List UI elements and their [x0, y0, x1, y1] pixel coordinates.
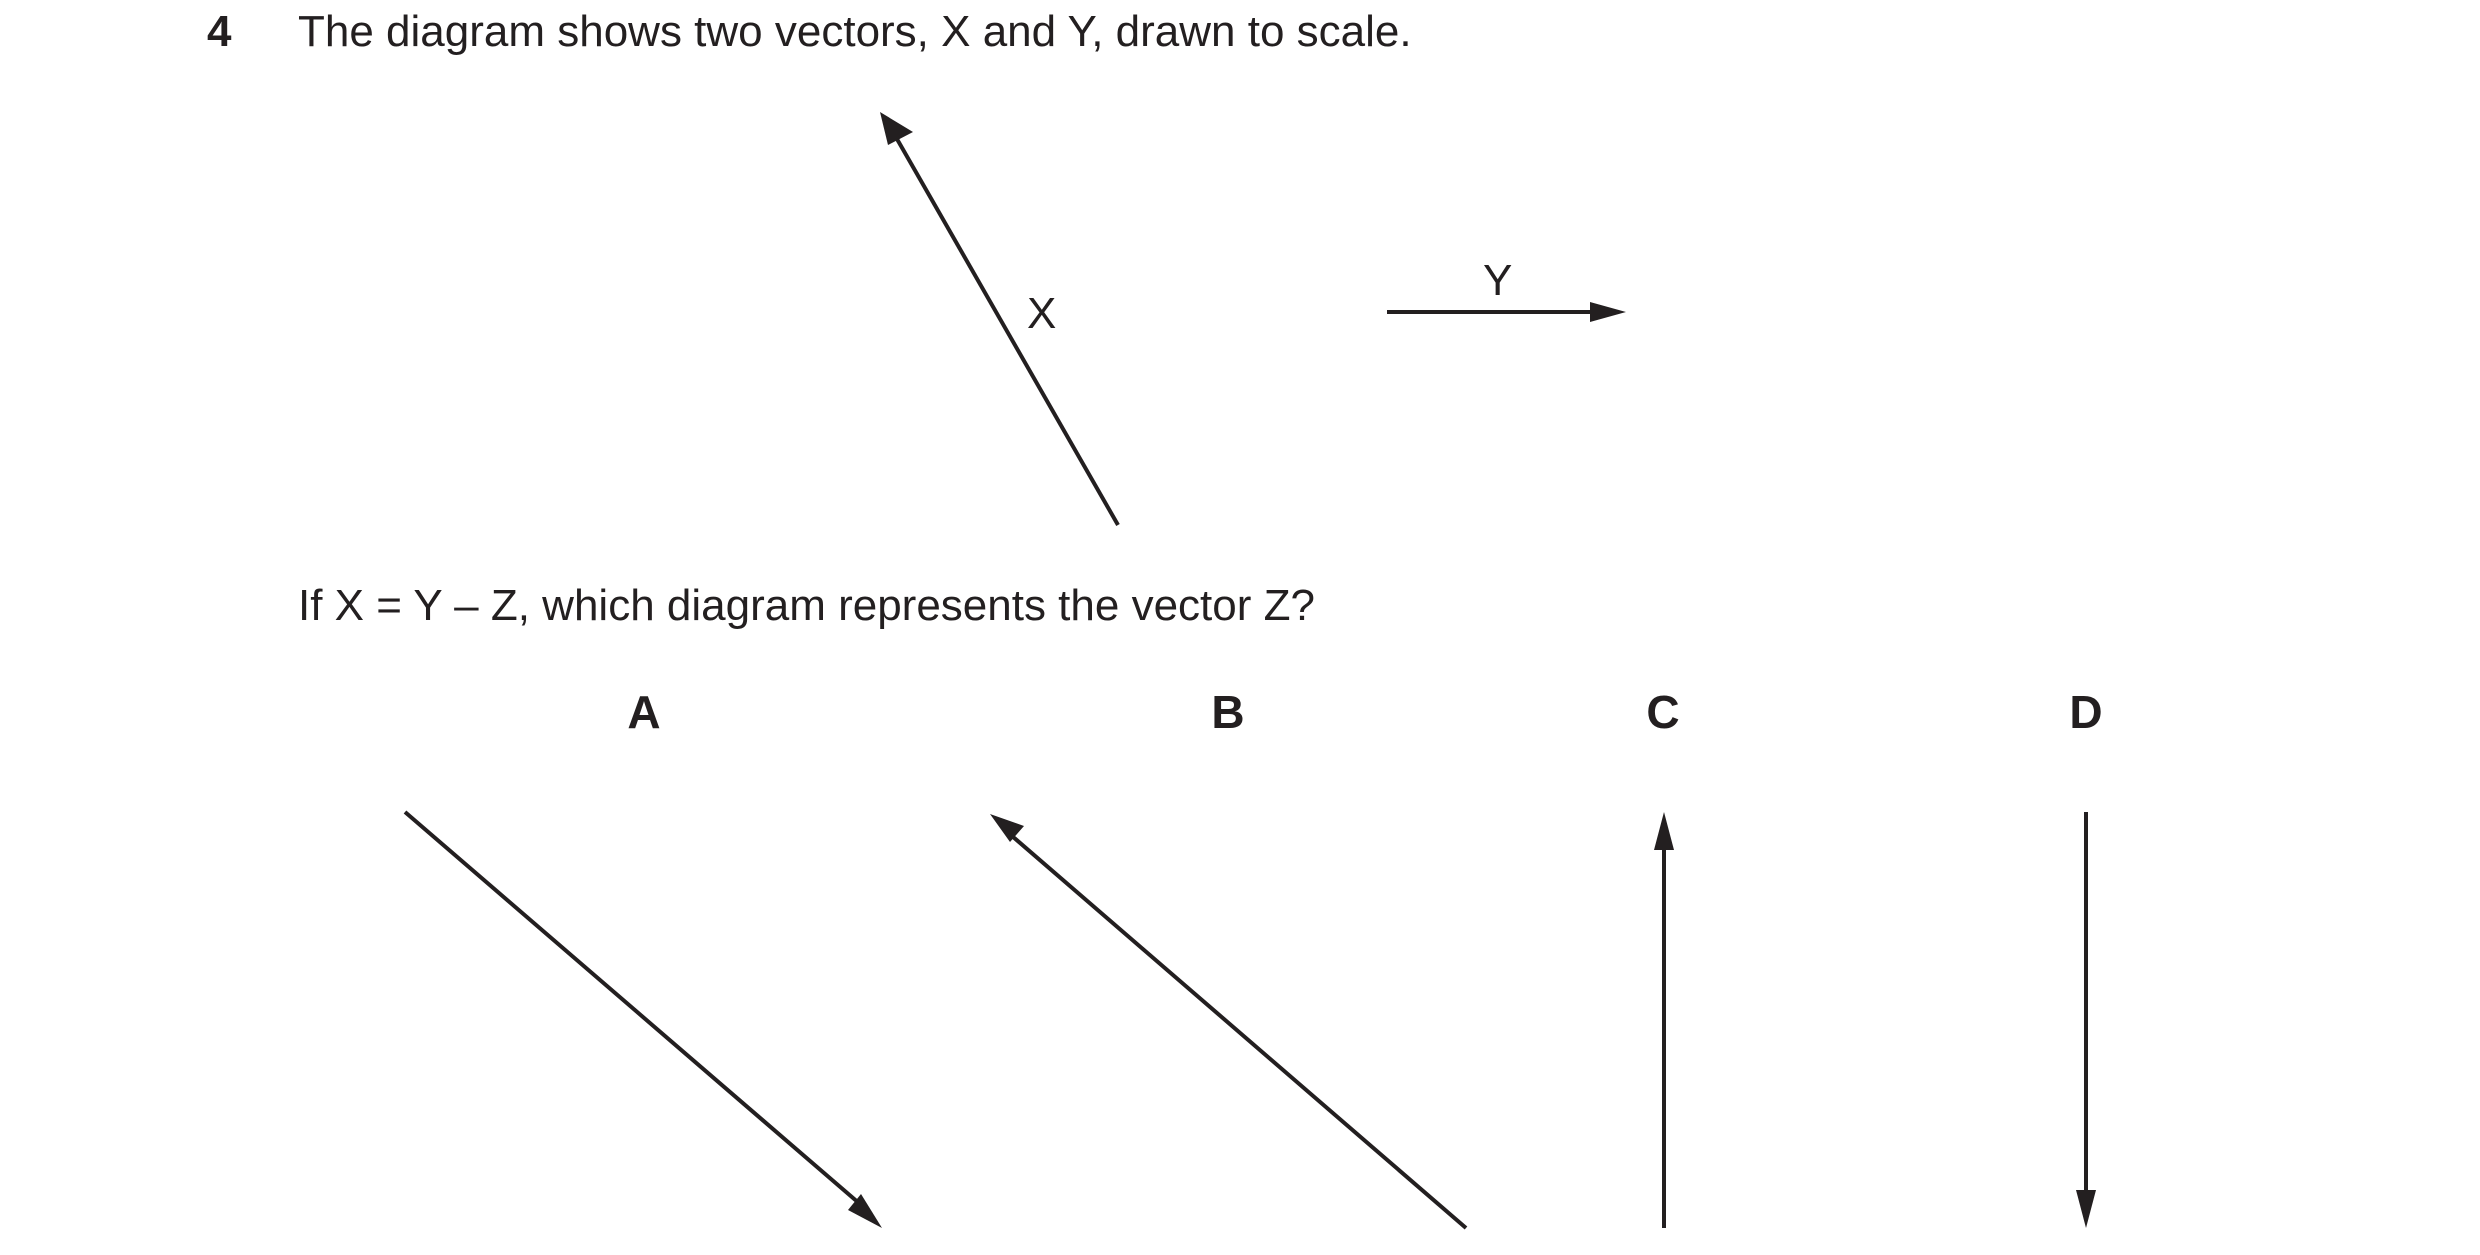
vector-x: [880, 112, 1118, 525]
option-b-label: B: [1211, 686, 1245, 738]
question-number: 4: [207, 7, 232, 56]
option-b-vector: [990, 814, 1466, 1228]
question-text: The diagram shows two vectors, X and Y, drawn to scale.: [298, 7, 1412, 56]
question-prompt: If X = Y – Z, which diagram represents the vector Z?: [298, 581, 1315, 630]
vector-y-label: Y: [1483, 256, 1513, 305]
option-d-vector: [2076, 812, 2096, 1228]
option-c-vector: [1654, 812, 1674, 1228]
option-c-label: C: [1646, 686, 1680, 738]
option-a-label: A: [627, 686, 661, 738]
vector-x-label: X: [1027, 289, 1057, 338]
vector-y: [1387, 256, 1626, 322]
option-a-vector: [405, 812, 882, 1228]
option-d-label: D: [2069, 686, 2103, 738]
